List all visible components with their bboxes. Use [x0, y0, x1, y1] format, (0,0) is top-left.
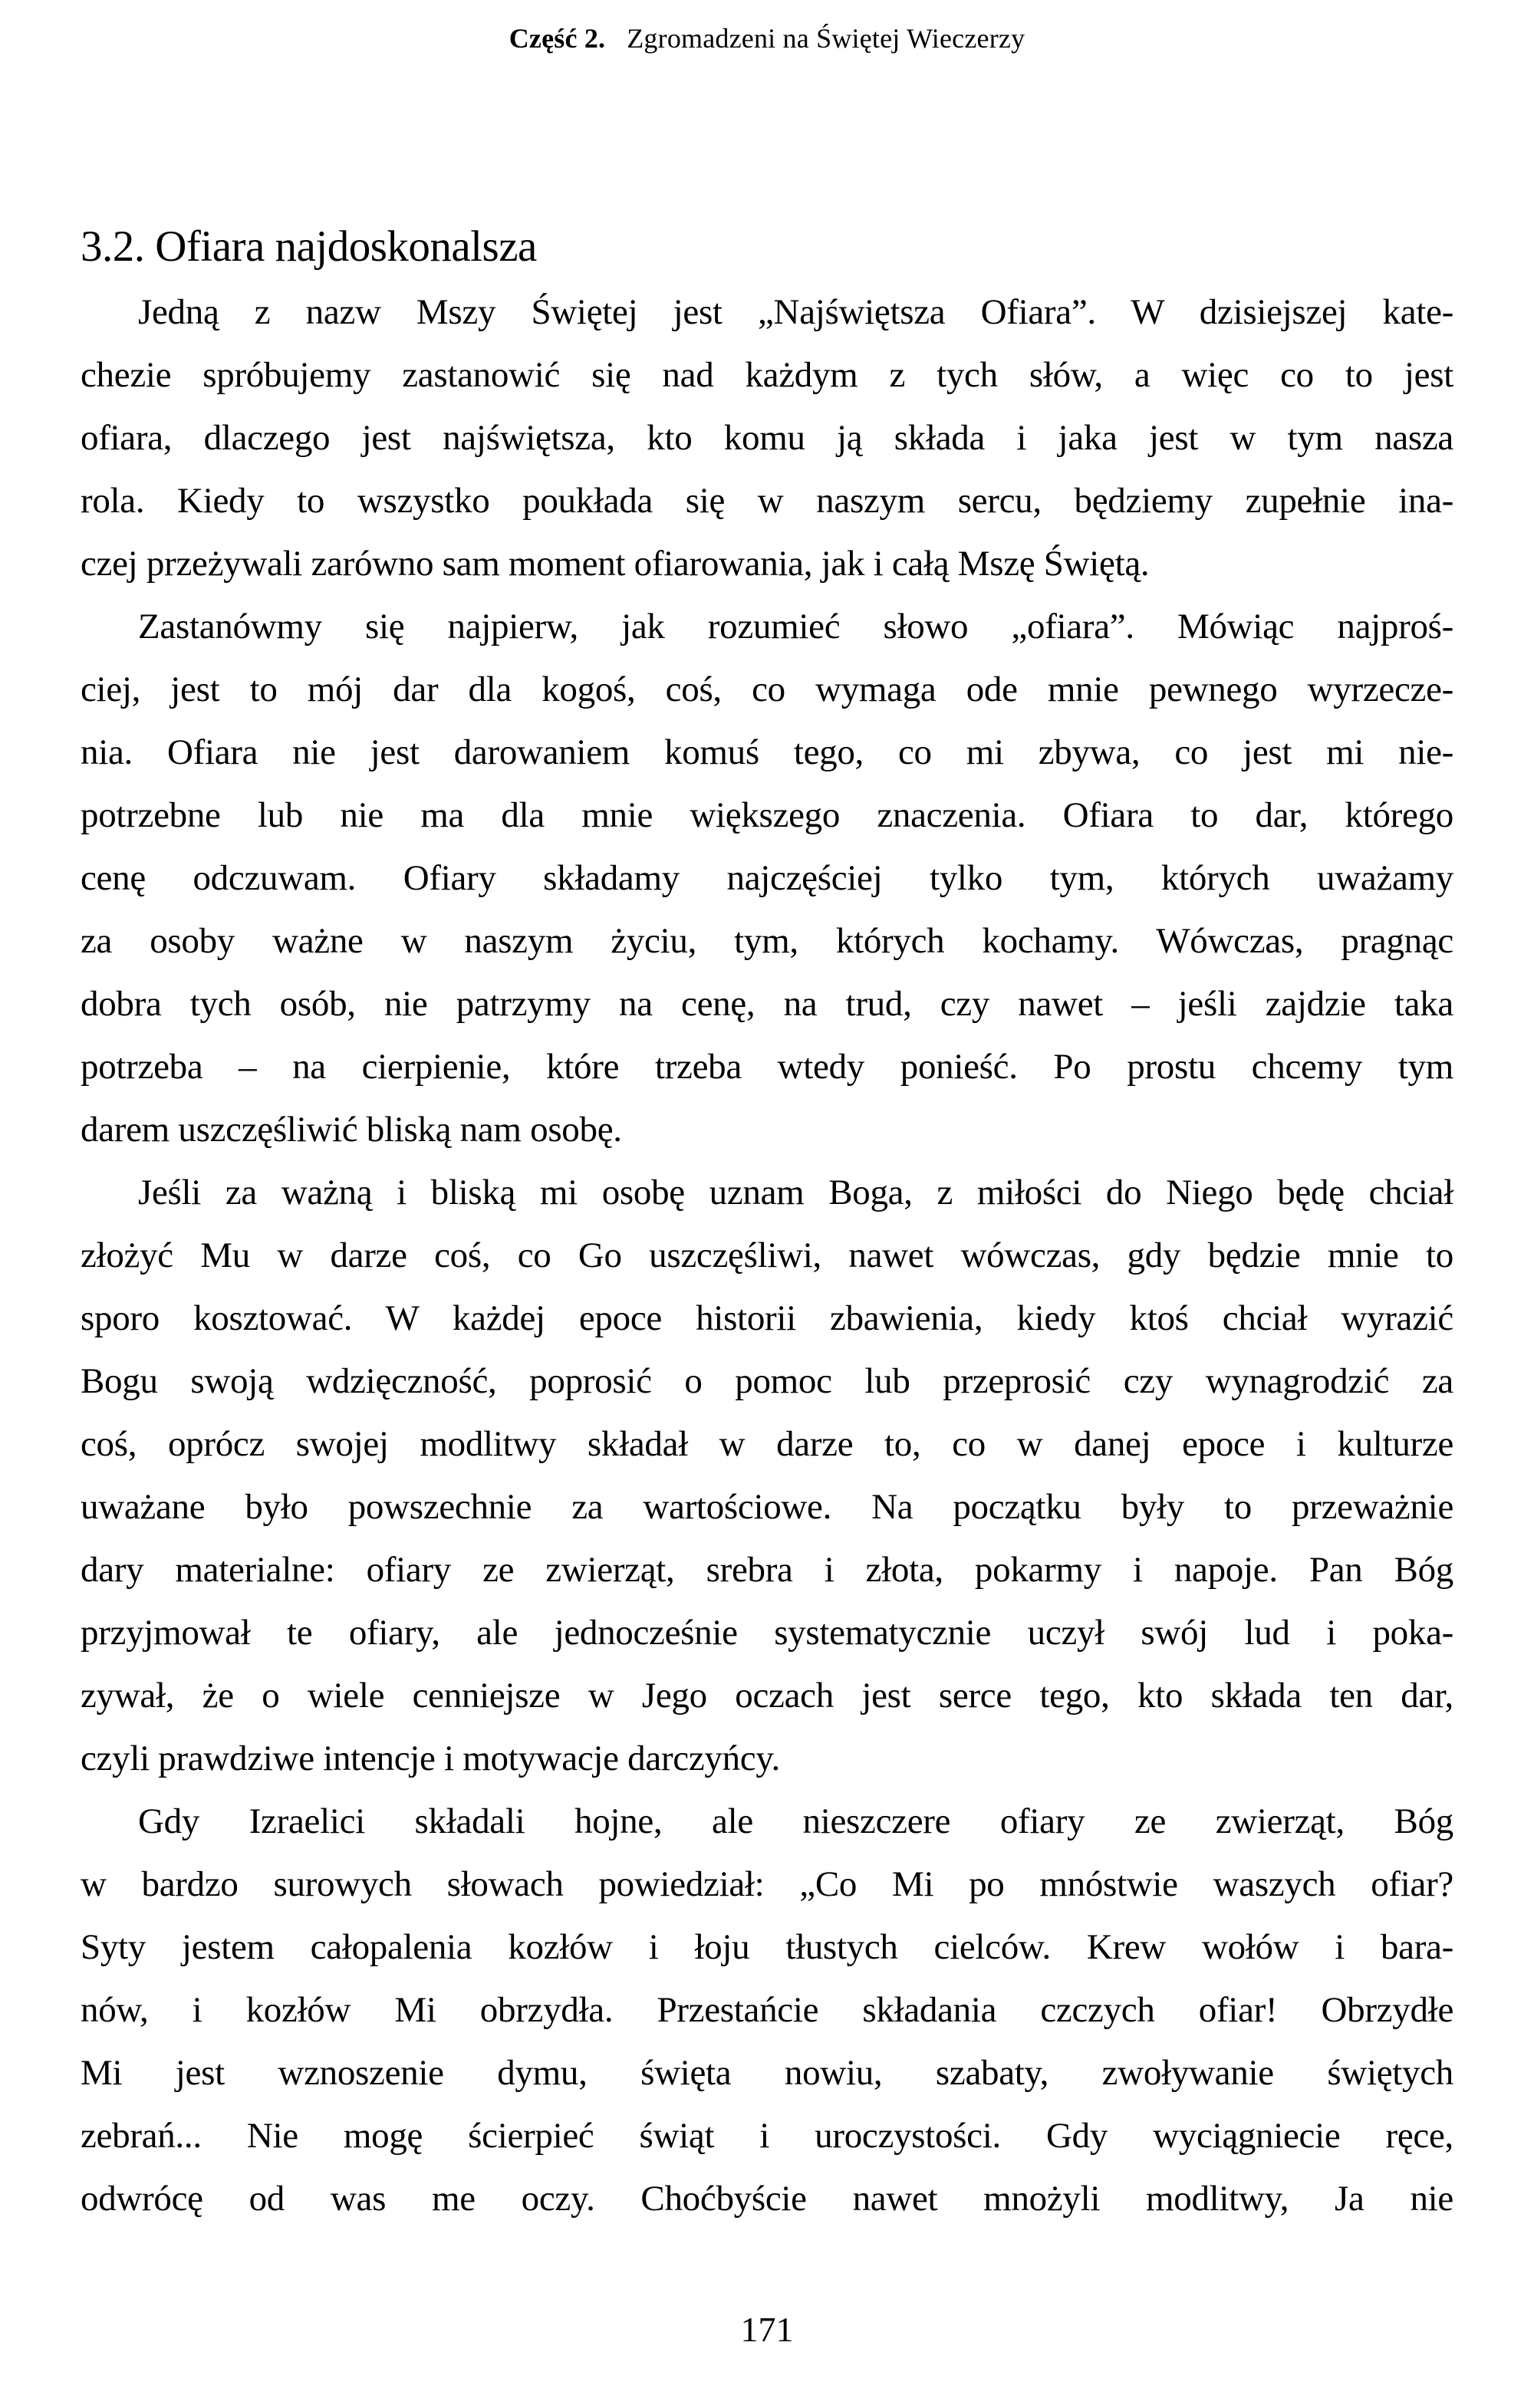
- text-line: ofiara, dlaczego jest najświętsza, kto komu ją składa i jaka jest w tym nasza: [81, 418, 1453, 458]
- text-line: odwrócę od was me oczy. Choćbyście nawet mnożyli modlitwy, Ja nie: [81, 2179, 1453, 2219]
- text-line: chezie spróbujemy zastanowić się nad każdym z tych słów, a więc co to jest: [81, 355, 1453, 395]
- paragraph: [81, 1790, 1453, 2230]
- text-line: nów, i kozłów Mi obrzydła. Przestańcie składania czczych ofiar! Obrzydłe: [81, 1990, 1453, 2030]
- text-line: dary materialne: ofiary ze zwierząt, srebra i złota, pokarmy i napoje. Pan Bóg: [81, 1550, 1453, 1590]
- text-line: sporo kosztować. W każdej epoce historii zbawienia, kiedy ktoś chciał wyrazić: [81, 1298, 1453, 1338]
- body-text: [81, 281, 1453, 2230]
- text-line: czej przeżywali zarówno sam moment ofiarowania, jak i całą Mszę Świętą.: [81, 544, 1150, 584]
- paragraph: [81, 1161, 1453, 1790]
- text-line: dobra tych osób, nie patrzymy na cenę, na trud, czy nawet – jeśli zajdzie taka: [81, 984, 1453, 1024]
- page-number: 171: [740, 2310, 794, 2349]
- text-line: czyli prawdziwe intencje i motywacje darczyńcy.: [81, 1739, 780, 1778]
- paragraph: [81, 281, 1453, 595]
- text-line: Jedną z nazw Mszy Świętej jest „Najświętsza Ofiara”. W dzisiejszej kate-: [138, 292, 1453, 332]
- running-header: [0, 21, 1534, 55]
- text-line: przyjmował te ofiary, ale jednocześnie systematycznie uczył swój lud i poka-: [81, 1613, 1453, 1653]
- text-line: Bogu swoją wdzięczność, poprosić o pomoc lub przeprosić czy wynagrodzić za: [81, 1361, 1453, 1401]
- text-line: coś, oprócz swojej modlitwy składał w darze to, co w danej epoce i kulturze: [81, 1424, 1453, 1464]
- text-line: potrzebne lub nie ma dla mnie większego znaczenia. Ofiara to dar, którego: [81, 795, 1453, 835]
- text-line: ciej, jest to mój dar dla kogoś, coś, co wymaga ode mnie pewnego wyrzecze-: [81, 669, 1453, 709]
- text-line: Gdy Izraelici składali hojne, ale nieszczere ofiary ze zwierząt, Bóg: [138, 1801, 1453, 1841]
- paragraph: [81, 595, 1453, 1161]
- text-line: cenę odczuwam. Ofiary składamy najczęściej tylko tym, których uważamy: [81, 858, 1453, 898]
- text-line: Zastanówmy się najpierw, jak rozumieć słowo „ofiara”. Mówiąc najproś-: [138, 607, 1453, 646]
- text-line: złożyć Mu w darze coś, co Go uszczęśliwi, nawet wówczas, gdy będzie mnie to: [81, 1235, 1453, 1275]
- text-line: zebrań... Nie mogę ścierpieć świąt i uroczystości. Gdy wyciągniecie ręce,: [81, 2116, 1453, 2156]
- text-line: potrzeba – na cierpienie, które trzeba wtedy ponieść. Po prostu chcemy tym: [81, 1047, 1453, 1087]
- text-line: darem uszczęśliwić bliską nam osobę.: [81, 1110, 622, 1150]
- text-line: Syty jestem całopalenia kozłów i łoju tłustych cielców. Krew wołów i bara-: [81, 1927, 1453, 1967]
- running-header-part-label: Część 2.: [509, 23, 606, 54]
- text-line: zywał, że o wiele cenniejsze w Jego oczach jest serce tego, kto składa ten dar,: [81, 1676, 1453, 1716]
- text-line: uważane było powszechnie za wartościowe. Na początku były to przeważnie: [81, 1487, 1453, 1527]
- text-line: za osoby ważne w naszym życiu, tym, których kochamy. Wówczas, pragnąc: [81, 921, 1453, 961]
- text-line: Mi jest wznoszenie dymu, święta nowiu, szabaty, zwoływanie świętych: [81, 2053, 1453, 2093]
- text-line: rola. Kiedy to wszystko poukłada się w naszym sercu, będziemy zupełnie ina-: [81, 481, 1453, 521]
- running-header-part-title: Zgromadzeni na Świętej Wieczerzy: [627, 23, 1025, 54]
- text-line: nia. Ofiara nie jest darowaniem komuś tego, co mi zbywa, co jest mi nie-: [81, 732, 1453, 772]
- section-heading: 3.2. Ofiara najdoskonalsza: [81, 222, 537, 271]
- text-line: Jeśli za ważną i bliską mi osobę uznam Boga, z miłości do Niego będę chciał: [138, 1173, 1453, 1212]
- text-line: w bardzo surowych słowach powiedział: „Co Mi po mnóstwie waszych ofiar?: [81, 1864, 1453, 1904]
